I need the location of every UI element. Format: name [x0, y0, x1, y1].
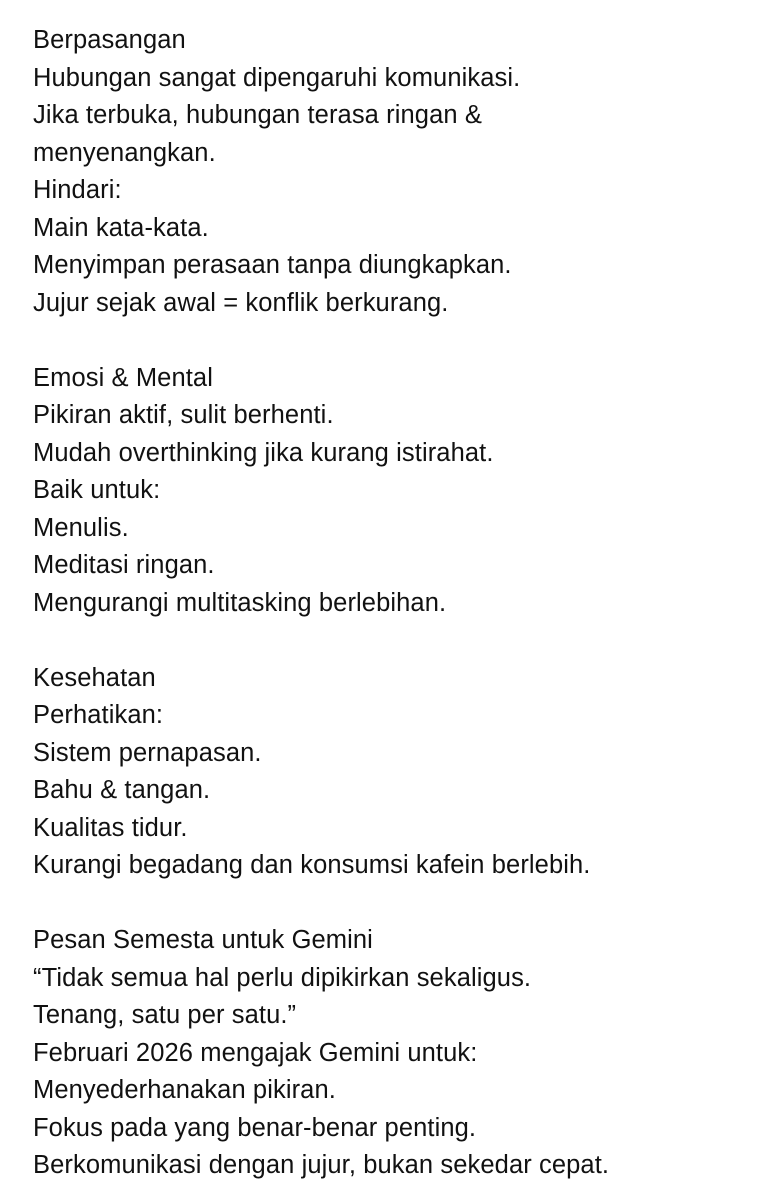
text-line: Menulis. [33, 513, 129, 542]
text-line: Hubungan sangat dipengaruhi komunikasi. [33, 63, 521, 92]
text-line: Tenang, satu per satu.” [33, 1001, 297, 1029]
section-emosi-mental [33, 360, 753, 623]
text-line: Februari 2026 mengajak Gemini untuk: [33, 1038, 478, 1067]
text-line: “Tidak semua hal perlu dipikirkan sekaligus. [33, 963, 532, 992]
text-line: menyenangkan. [33, 138, 216, 167]
section-pesan-semesta [33, 922, 753, 1185]
text-line: Main kata-kata. [33, 213, 209, 242]
section-berpasangan [33, 22, 753, 322]
text-line: Kualitas tidur. [33, 813, 188, 842]
section-heading: Pesan Semesta untuk Gemini [33, 926, 373, 954]
text-line: Fokus pada yang benar-benar penting. [33, 1113, 477, 1142]
section-heading: Kesehatan [33, 663, 156, 692]
text-line: Baik untuk: [33, 476, 161, 504]
text-line: Perhatikan: [33, 701, 164, 729]
section-heading: Emosi & Mental [33, 363, 213, 392]
text-line: Jujur sejak awal = konflik berkurang. [33, 288, 449, 317]
text-line: Jika terbuka, hubungan terasa ringan & [33, 101, 482, 129]
text-line: Mengurangi multitasking berlebihan. [33, 588, 447, 617]
text-line: Pikiran aktif, sulit berhenti. [33, 401, 334, 429]
text-line: Hindari: [33, 176, 122, 204]
text-line: Menyimpan perasaan tanpa diungkapkan. [33, 251, 512, 279]
text-line: Meditasi ringan. [33, 551, 215, 579]
text-line: Bahu & tangan. [33, 776, 211, 804]
section-heading: Berpasangan [33, 26, 186, 54]
text-line: Berkomunikasi dengan jujur, bukan sekedar cepat. [33, 1151, 610, 1179]
document-body [33, 22, 753, 1185]
text-line: Sistem pernapasan. [33, 738, 262, 767]
section-kesehatan [33, 660, 753, 885]
text-line: Menyederhanakan pikiran. [33, 1076, 336, 1104]
text-line: Kurangi begadang dan konsumsi kafein berlebih. [33, 851, 591, 879]
text-line: Mudah overthinking jika kurang istirahat. [33, 438, 494, 467]
